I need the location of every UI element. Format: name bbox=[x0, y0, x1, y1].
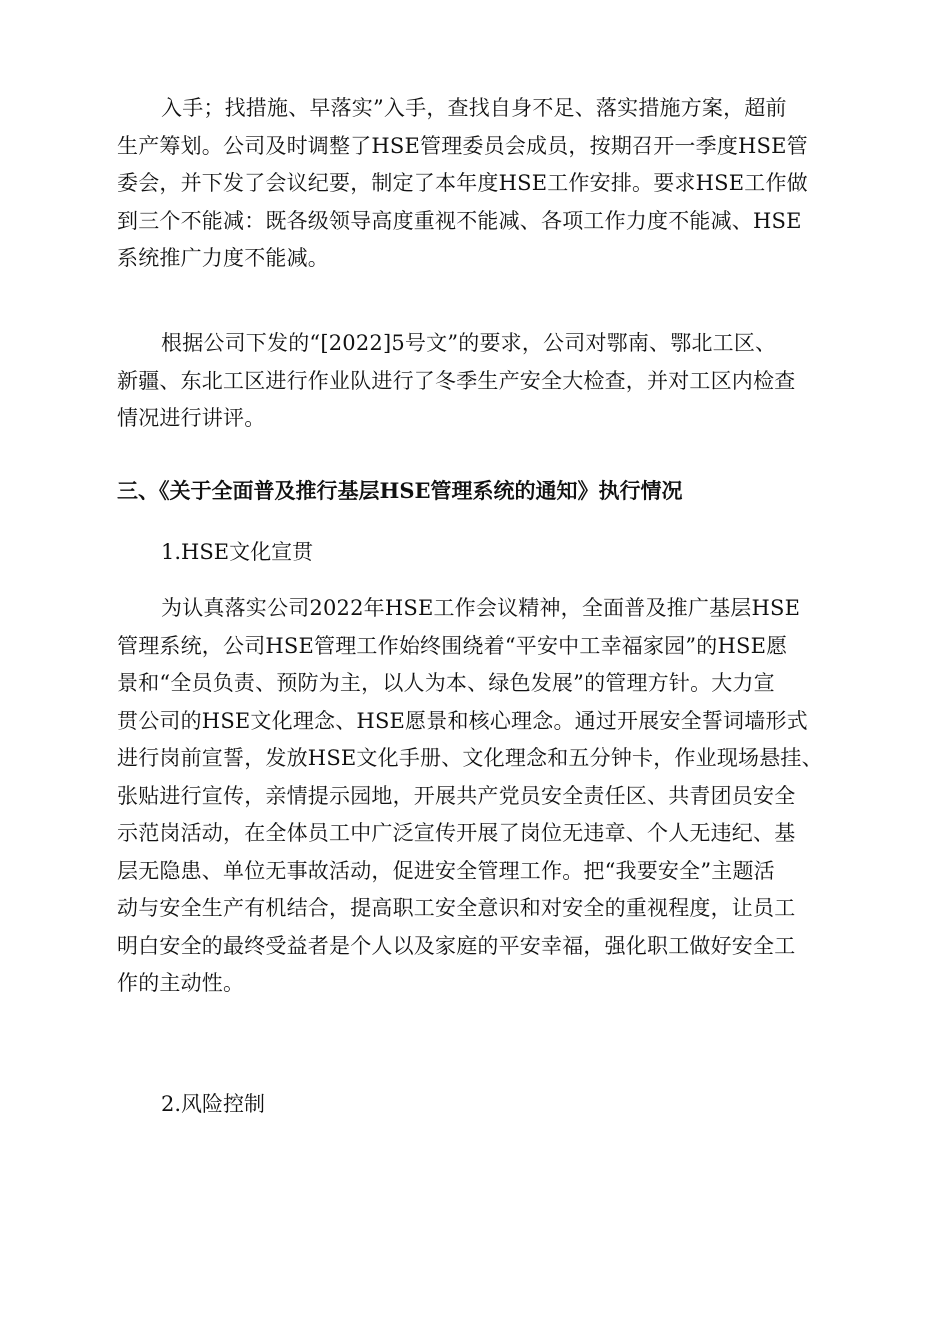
paragraph-line: 贯公司的HSE文化理念、HSE愿景和核心理念。通过开展安全誓词墙形式 bbox=[117, 708, 808, 733]
section-heading: 三、《关于全面普及推行基层HSE管理系统的通知》执行情况 bbox=[117, 478, 683, 503]
paragraph-line: 根据公司下发的“[2022]5号文”的要求，公司对鄂南、鄂北工区、 bbox=[161, 331, 777, 355]
paragraph-inspection bbox=[117, 325, 837, 438]
subsection-heading: 1.HSE文化宣贯 bbox=[161, 540, 314, 564]
paragraph-line: 情况进行讲评。 bbox=[117, 406, 266, 430]
paragraph-line: 动与安全生产有机结合，提高职工安全意识和对安全的重视程度，让员工 bbox=[117, 896, 796, 920]
paragraph-culture bbox=[117, 590, 837, 1003]
paragraph-line: 明白安全的最终受益者是个人以及家庭的平安幸福，强化职工做好安全工 bbox=[117, 933, 796, 958]
paragraph-line: 生产筹划。公司及时调整了HSE管理委员会成员，按期召开一季度HSE管 bbox=[117, 133, 808, 158]
paragraph-line: 新疆、东北工区进行作业队进行了冬季生产安全大检查，并对工区内检查 bbox=[117, 368, 796, 393]
paragraph-line: 作的主动性。 bbox=[117, 971, 245, 995]
paragraph-line: 示范岗活动，在全体员工中广泛宣传开展了岗位无违章、个人无违纪、基 bbox=[117, 821, 796, 845]
paragraph-line: 到三个不能减：既各级领导高度重视不能减、各项工作力度不能减、HSE bbox=[117, 208, 802, 233]
paragraph-line: 进行岗前宣誓，发放HSE文化手册、文化理念和五分钟卡，作业现场悬挂、 bbox=[117, 746, 823, 770]
paragraph-line: 为认真落实公司2022年HSE工作会议精神，全面普及推广基层HSE bbox=[161, 596, 801, 620]
paragraph-line: 管理系统，公司HSE管理工作始终围绕着“平安中工幸福家园”的HSE愿 bbox=[117, 633, 788, 658]
subsection-heading: 2.风险控制 bbox=[161, 1092, 266, 1116]
paragraph-continuation bbox=[117, 90, 837, 278]
paragraph-line: 层无隐患、单位无事故活动，促进安全管理工作。把“我要安全”主题活 bbox=[117, 858, 775, 883]
paragraph-line: 入手；找措施、早落实”入手，查找自身不足、落实措施方案，超前 bbox=[161, 96, 787, 120]
paragraph-line: 委会，并下发了会议纪要，制定了本年度HSE工作安排。要求HSE工作做 bbox=[117, 171, 808, 195]
paragraph-line: 景和“全员负责、预防为主，以人为本、绿色发展”的管理方针。大力宣 bbox=[117, 671, 775, 695]
paragraph-line: 张贴进行宣传，亲情提示园地，开展共产党员安全责任区、共青团员安全 bbox=[117, 783, 796, 808]
paragraph-line: 系统推广力度不能减。 bbox=[117, 246, 329, 270]
